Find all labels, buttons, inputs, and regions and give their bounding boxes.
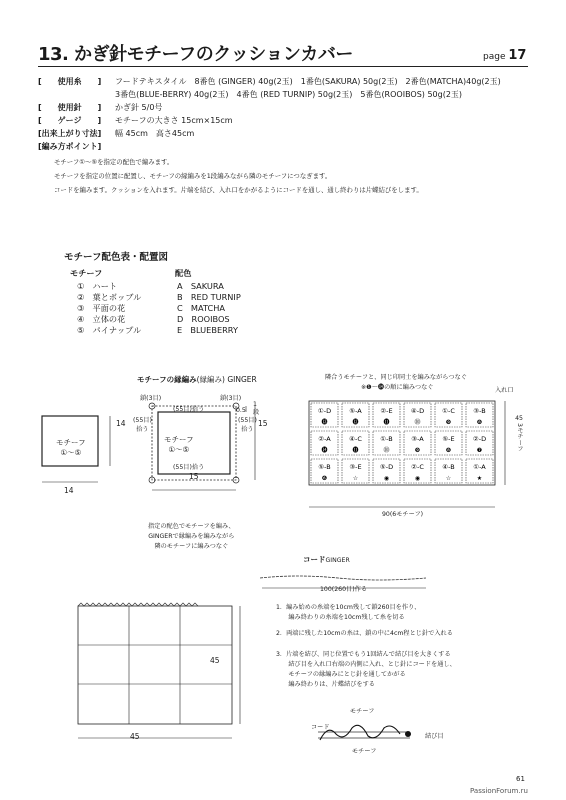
cushion-width: 45 (130, 732, 140, 741)
layout-cell-label: ②-E (380, 407, 393, 415)
edging-title: モチーフの縁編み(縁編み) GINGER (137, 375, 257, 384)
dim-15-side: 15 (258, 419, 268, 428)
center-motif-label: モチーフ ①～⑤ (164, 435, 194, 454)
layout-cell-label: ④-B (442, 463, 455, 471)
layout-cell-label: ①-C (442, 407, 455, 415)
chain3-label-left: 鎖(3目) (140, 395, 162, 402)
dim-14-bottom: 14 (64, 486, 74, 495)
cord-title: コードGINGER (303, 555, 350, 564)
layout-cell-label: ①-B (380, 435, 393, 443)
motif-row: ① ハート (77, 281, 118, 291)
layout-order-mark: ◉ (414, 475, 421, 482)
layout-cell-label: ④-C (349, 435, 362, 443)
layout-order-mark: ❾ (414, 447, 421, 454)
color-list (177, 281, 241, 336)
motif-row: ③ 平面の花 (77, 303, 126, 313)
cushion-height: 45 (210, 656, 220, 665)
color-row: A SAKURA (177, 281, 224, 291)
layout-order-mark: ☆ (352, 475, 359, 482)
color-row: E BLUEBERRY (177, 325, 238, 335)
layout-order-mark: ⓫ (352, 447, 359, 454)
point-3: コードを編みます。クッションを入れます。片端を結び、入れ口をかがるようにコードを通し、通し終わりは片蝶結びをします。 (54, 186, 423, 194)
layout-order-mark: ⓾ (414, 419, 421, 426)
layout-cell-label: ③-E (349, 463, 362, 471)
layout-order-mark: ❽ (476, 419, 483, 426)
spec-label-yarn: [ 使用糸 ] (38, 77, 102, 86)
lacing-motif-top: モチーフ (350, 708, 375, 715)
cushion-diagram (68, 596, 248, 746)
spec-yarn-line2: 3番色(BLUE-BERRY) 40g(2玉) 4番色 (RED TURNIP) 50g(2玉) 5番色(ROOIBOS) 50g(2玉) (115, 90, 463, 99)
spec-hook: かぎ針 5/0号 (115, 103, 163, 112)
pick55-left: (55目) 拾う (133, 417, 152, 433)
entry-label: 入れ口 (495, 387, 514, 394)
motif-head: モチーフ (70, 268, 103, 278)
pick55-top: (55目)拾う (173, 406, 205, 413)
point-1: モチーフ①～⑤を指定の配色で編みます。 (54, 158, 174, 166)
layout-order-mark: ⓾ (383, 447, 390, 454)
layout-grid-outline (309, 401, 495, 485)
page-reference: page 17 (483, 48, 527, 63)
pattern-number: 13. (38, 44, 69, 65)
color-row: C MATCHA (177, 303, 225, 313)
layout-order-mark: ❼ (476, 447, 483, 454)
layout-order-mark: ★ (476, 475, 483, 482)
spec-size: 幅 45cm 高さ45cm (115, 129, 195, 138)
pick55-bottom: (55目)拾う (173, 464, 205, 471)
dim-14-side: 14 (116, 419, 126, 428)
lacing-cord-label: コード (311, 724, 330, 731)
layout-order-mark: ◉ (383, 475, 390, 482)
spec-label-hook: [ 使用針 ] (38, 103, 102, 112)
layout-order-mark: ❻ (321, 475, 328, 482)
spec-yarn-line1: フードテキスタイル 8番色 (GINGER) 40g(2玉) 1番色(SAKURA) 50g(2玉) 2番色(MATCHA)40g(2玉) (115, 77, 501, 86)
layout-order-mark: ⓫ (383, 419, 390, 426)
dim-05: 0.5 (236, 407, 246, 414)
cord-step-3: 3．片端を結び、同じ位置でもう1回結んで結び目を大きくする 結び目を入れ口右端の内側に入れ、とじ針にコードを通し、 モチーフの縁編みにとじ針を通してかがる 編み終わりは、片蝶結びをする (276, 651, 456, 688)
dim-15-bottom: 15 (189, 472, 199, 481)
title-rule (38, 66, 528, 67)
lacing-motif-bottom: モチーフ (352, 748, 377, 755)
lacing-knot (405, 731, 411, 737)
layout-cell-label: ①-D (317, 407, 332, 415)
cord-length: 100(260目)作る (320, 586, 368, 593)
edging-note: 指定の配色でモチーフを編み、 GINGERで縁編みを編みながら 隣のモチーフに編みつなぐ (148, 523, 235, 550)
color-row: B RED TURNIP (177, 292, 241, 302)
layout-cell-label: ③-A (411, 435, 424, 443)
pick55-right: (55目) 拾う (238, 417, 257, 433)
dim-1row: 1 段 (253, 401, 260, 416)
cord-step-2: 2．両端に残した10cmの糸は、鎖の中に4cm程とじ針で入れる (276, 630, 453, 637)
layout-cell-label: ⑤-D (379, 463, 394, 471)
pattern-title: かぎ針モチーフのクッションカバー (74, 44, 353, 65)
layout-order-mark: ⓮ (321, 447, 328, 454)
bottom-dimension-label: 90(6モチーフ) (382, 511, 424, 518)
layout-cell-label: ②-A (318, 435, 331, 443)
page-title (38, 40, 353, 66)
cushion-outline (78, 606, 232, 724)
cord-chain (260, 576, 426, 580)
spec-label-gauge: [ ゲージ ] (38, 116, 102, 125)
layout-order-mark: ⓭ (321, 419, 328, 426)
color-row: D ROOIBOS (177, 314, 230, 324)
color-head: 配色 (175, 268, 192, 278)
spec-label-size: [出来上がり寸法] (38, 129, 102, 138)
point-2: モチーフを指定の位置に配置し、モチーフの縁編みを1段編みながら隣のモチーフにつなぎます。 (54, 172, 332, 180)
layout-cell-label: ⑤-B (318, 463, 331, 471)
motif-row: ④ 立体の花 (77, 314, 126, 324)
layout-order-mark: ⓬ (352, 419, 359, 426)
layout-grid (295, 393, 525, 508)
layout-cell-label: ②-D (472, 435, 487, 443)
page-number: 61 (516, 775, 525, 783)
layout-note-2: ※❶～⓮の順に編みつなぐ (361, 384, 434, 391)
layout-note-1: 隣合うモチーフと、同じ印同士を編みながらつなぐ (325, 374, 467, 381)
motif-row: ⑤ パイナップル (77, 325, 142, 335)
layout-cell-label: ①-A (473, 463, 486, 471)
spec-gauge: モチーフの大きさ 15cm×15cm (115, 116, 233, 125)
motif-list (77, 281, 141, 336)
layout-order-mark: ❾ (445, 419, 452, 426)
lacing-knot-label: 結び目 (425, 733, 444, 740)
left-motif-label: モチーフ ①～⑤ (56, 438, 86, 457)
chain3-label-right: 鎖(3目) (220, 395, 242, 402)
layout-cell-label: ④-D (410, 407, 425, 415)
spec-label-points: [編み方ポイント] (38, 142, 102, 151)
motif-row: ② 葉とボッブル (77, 292, 142, 302)
motif-table-title: モチーフ配色表・配置図 (64, 252, 169, 263)
layout-order-mark: ❽ (445, 447, 452, 454)
cushion-cord-zigzag (78, 603, 198, 606)
layout-order-mark: ☆ (445, 475, 452, 482)
layout-cell-label: ⑤-A (349, 407, 362, 415)
cord-step-1: 1．編み始めの糸端を10cm残して鎖260目を作り、 編み終わりの糸端を10cm残して糸を切る (276, 604, 421, 621)
layout-cell-label: ⑤-E (442, 435, 455, 443)
layout-cell-label: ②-C (411, 463, 424, 471)
watermark: PassionForum.ru (470, 787, 528, 795)
side-dimension-label: 45 3モチーフ (515, 415, 523, 452)
layout-cell-label: ③-B (473, 407, 486, 415)
